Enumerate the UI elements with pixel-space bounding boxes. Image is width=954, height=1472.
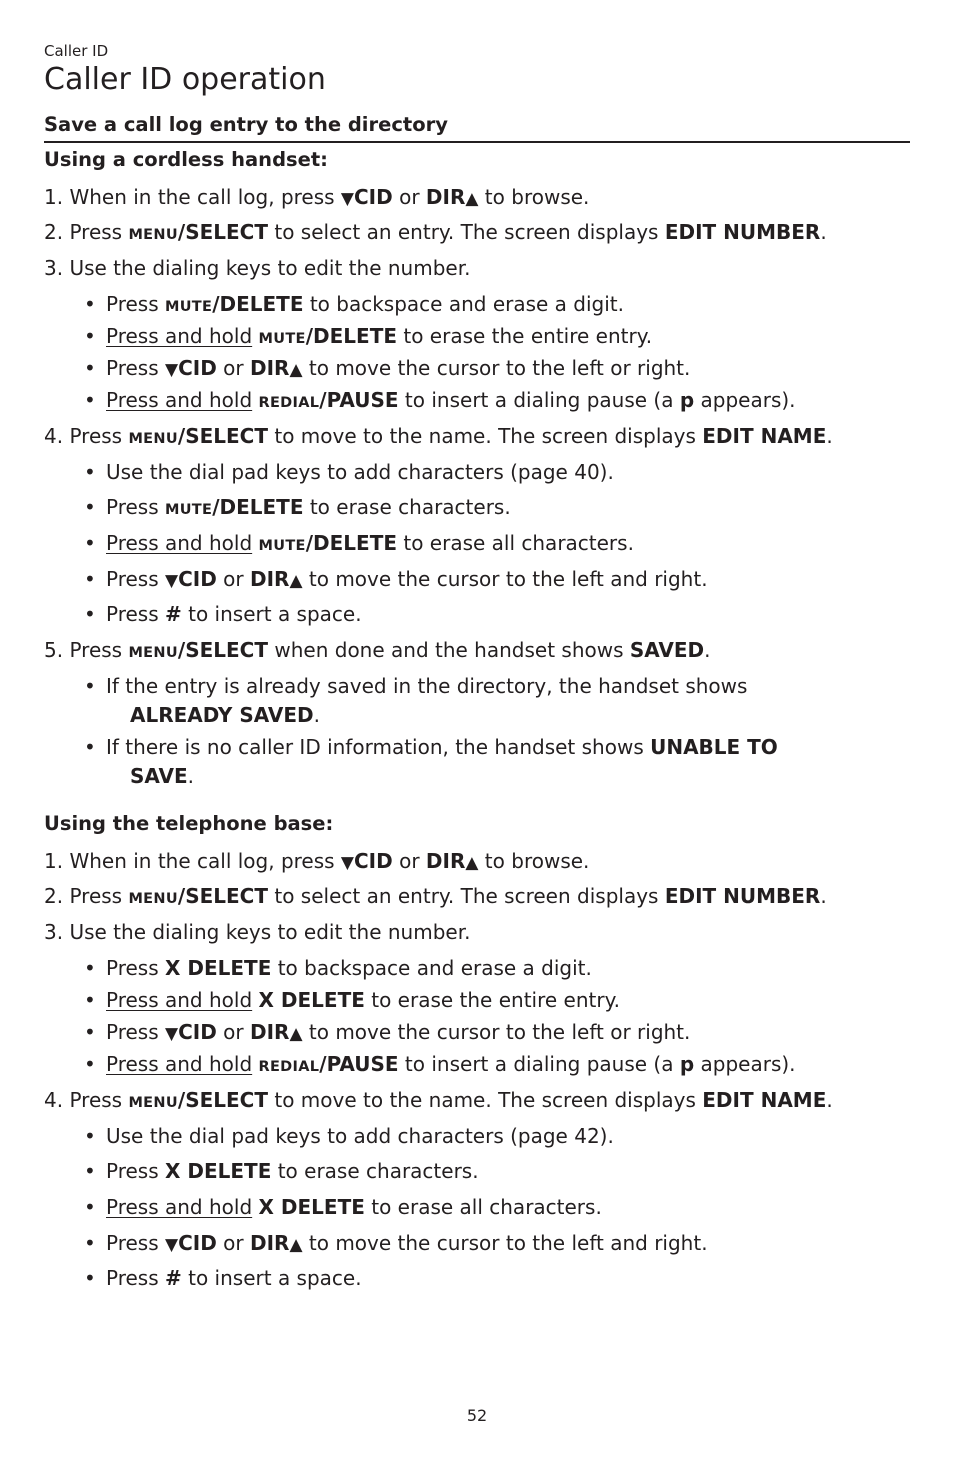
running-head: Caller ID [44, 42, 109, 60]
section-title: Save a call log entry to the directory [44, 113, 910, 143]
handset-bullet-5a: • If the entry is already saved in the directory, the handset shows [106, 673, 747, 699]
base-bullet-4b: • Press X DELETE to erase characters. [106, 1158, 479, 1184]
up-arrow-icon: ▲ [465, 853, 479, 873]
down-arrow-icon: ▼ [340, 853, 354, 873]
base-bullet-3c: • Press ▼CID or DIR▲ to move the cursor to the left or right. [106, 1019, 690, 1047]
base-heading: Using the telephone base: [44, 812, 334, 835]
base-bullet-4d: • Press ▼CID or DIR▲ to move the cursor to the left and right. [106, 1230, 708, 1258]
handset-bullet-5b: • If there is no caller ID information, the handset shows UNABLE TO [106, 734, 778, 760]
handset-bullet-3c: • Press ▼CID or DIR▲ to move the cursor to the left or right. [106, 355, 690, 383]
base-bullet-4e: • Press # to insert a space. [106, 1265, 362, 1291]
base-step-3: 3. Use the dialing keys to edit the number. [44, 920, 471, 944]
base-step-4: 4. Press MENU/SELECT to move to the name. The screen displays EDIT NAME. [44, 1088, 833, 1112]
page-number: 52 [466, 1406, 488, 1425]
up-arrow-icon: ▲ [289, 1235, 303, 1255]
up-arrow-icon: ▲ [289, 571, 303, 591]
handset-step-3: 3. Use the dialing keys to edit the number. [44, 256, 471, 280]
handset-bullet-3b: • Press and hold MUTE/DELETE to erase the entire entry. [106, 323, 652, 352]
handset-bullet-5b-cont: SAVE. [130, 764, 195, 788]
handset-bullet-4e: • Press # to insert a space. [106, 601, 362, 627]
base-step-1: 1. When in the call log, press ▼CID or DIR▲ to browse. [44, 849, 590, 873]
handset-bullet-3a: • Press MUTE/DELETE to backspace and erase a digit. [106, 291, 624, 320]
handset-bullet-4d: • Press ▼CID or DIR▲ to move the cursor to the left and right. [106, 566, 708, 594]
handset-bullet-4c: • Press and hold MUTE/DELETE to erase all characters. [106, 530, 634, 559]
handset-step-1: 1. When in the call log, press ▼CID or DIR▲ to browse. [44, 185, 590, 209]
handset-bullet-3d: • Press and hold REDIAL/PAUSE to insert a dialing pause (a p appears). [106, 387, 796, 416]
up-arrow-icon: ▲ [289, 360, 303, 380]
up-arrow-icon: ▲ [465, 189, 479, 209]
base-bullet-4c: • Press and hold X DELETE to erase all characters. [106, 1194, 602, 1220]
down-arrow-icon: ▼ [165, 1024, 179, 1044]
down-arrow-icon: ▼ [165, 1235, 179, 1255]
handset-step-5: 5. Press MENU/SELECT when done and the handset shows SAVED. [44, 638, 711, 662]
handset-bullet-5a-cont: ALREADY SAVED. [130, 703, 320, 727]
handset-bullet-4a: • Use the dial pad keys to add characters (page 40). [106, 459, 614, 485]
handset-bullet-4b: • Press MUTE/DELETE to erase characters. [106, 494, 511, 523]
base-bullet-3d: • Press and hold REDIAL/PAUSE to insert a dialing pause (a p appears). [106, 1051, 796, 1080]
page-title: Caller ID operation [44, 62, 326, 97]
handset-step-2: 2. Press MENU/SELECT to select an entry. The screen displays EDIT NUMBER. [44, 220, 827, 244]
down-arrow-icon: ▼ [165, 571, 179, 591]
handset-step-4: 4. Press MENU/SELECT to move to the name. The screen displays EDIT NAME. [44, 424, 833, 448]
base-bullet-3a: • Press X DELETE to backspace and erase a digit. [106, 955, 592, 981]
base-bullet-3b: • Press and hold X DELETE to erase the entire entry. [106, 987, 620, 1013]
base-bullet-4a: • Use the dial pad keys to add characters (page 42). [106, 1123, 614, 1149]
up-arrow-icon: ▲ [289, 1024, 303, 1044]
down-arrow-icon: ▼ [340, 189, 354, 209]
handset-heading: Using a cordless handset: [44, 148, 328, 171]
down-arrow-icon: ▼ [165, 360, 179, 380]
base-step-2: 2. Press MENU/SELECT to select an entry. The screen displays EDIT NUMBER. [44, 884, 827, 908]
